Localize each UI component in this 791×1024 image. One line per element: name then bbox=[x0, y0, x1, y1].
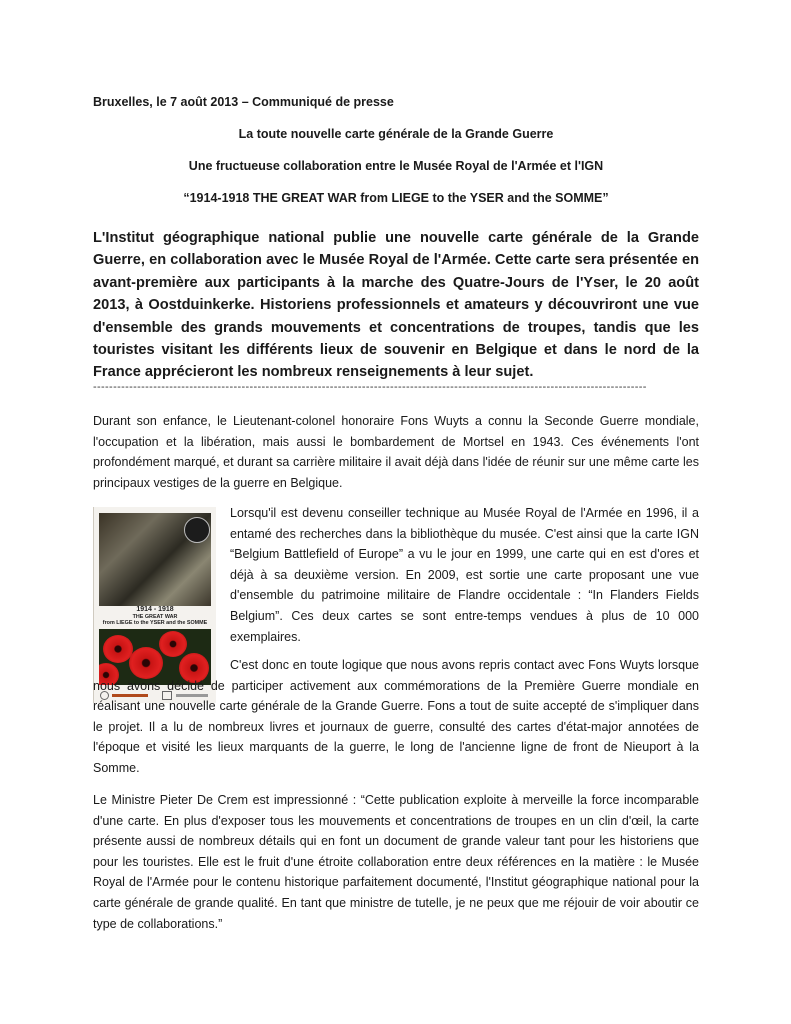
map-title-quote: “1914-1918 THE GREAT WAR from LIEGE to the YSER and the SOMME” bbox=[183, 191, 609, 205]
cover-title bbox=[94, 614, 216, 626]
cover-title-line-1: THE GREAT WAR bbox=[132, 614, 178, 620]
body-paragraph-2: Lorsqu'il est devenu conseiller technique au Musée Royal de l'Armée en 1996, il a entamé des recherches dans la bibliothèque du musée. C'est ainsi que la carte IGN “Belgium Battlefield of Europe” a vu le jour en 1999, une carte qui en est d'ores et déjà à sa deuxième version. En 2009, est sortie une carte proposant une vue d'ensemble du patrimoine militaire de Flandre occidentale : “In Flanders Fields Belgium”. Ces deux cartes se sont entre-temps vendues à plus de 10 000 exemplaires. bbox=[230, 506, 699, 644]
body-paragraph-4: Le Ministre Pieter De Crem est impressionné : “Cette publication exploite à merveille la force incomparable d'une carte. En plus d'exposer tous les mouvements et concentrations de troupes en un clin d'œil, la carte présente aussi de nombreux détails qui en font un document de grande valeur tant pour les historiens que pour les touristes. Elle est le fruit d'une étroite collaboration entre deux références en la matière : le Musée Royal de l'Armée pour le contenu historique parfaitement documenté, l'Institut géographique national pour la carte générale de grande qualité. En tant que ministre de tutelle, je ne peux que me réjouir de voir aboutir ce type de collaborations.” bbox=[93, 793, 699, 931]
lead-paragraph: L'Institut géographique national publie une nouvelle carte générale de la Grande Guerre, en collaboration avec le Musée Royal de l'Armée. Cette carte sera présentée en avant-première aux participants à la marche des Quatre-Jours de l'Yser, le 20 août 2013, à Oostduinkerke. Historiens professionnels et amateurs y découvriront une vue d'ensemble des grands mouvements et concentrations de troupes, tandis que les touristes visitant les différents lieux de souvenir en Belgique et dans le nord de la France apprécieront les nombreux renseignements à leur sujet. bbox=[93, 230, 699, 381]
separator-line: ------------------------------------------------------------------------------------------------------------------------------------------ bbox=[93, 381, 647, 393]
body-paragraph-1: Durant son enfance, le Lieutenant-colonel honoraire Fons Wuyts a connu la Seconde Guerre mondiale, l'occupation et la libération, mais aussi le bombardement de Mortsel en 1943. Ces événements l'ont profondément marqué, et durant sa carrière militaire il avait déjà dans l'idée de réunir sur une même carte les principaux vestiges de la guerre en Belgique. bbox=[93, 414, 699, 490]
cover-title-line-2: from LIEGE to the YSER and the SOMME bbox=[102, 620, 208, 627]
cover-badge-icon bbox=[184, 517, 210, 543]
release-title: La toute nouvelle carte générale de la Grande Guerre bbox=[238, 127, 554, 141]
dateline: Bruxelles, le 7 août 2013 – Communiqué de presse bbox=[93, 95, 394, 109]
cover-years: 1914 - 1918 bbox=[136, 606, 174, 613]
release-subtitle: Une fructueuse collaboration entre le Musée Royal de l'Armée et l'IGN bbox=[188, 159, 604, 173]
body-paragraph-3: C'est donc en toute logique que nous avons repris contact avec Fons Wuyts lorsque nous avons décidé de participer activement aux commémorations de la Première Guerre mondiale en réalisant une nouvelle carte générale de la Grande Guerre. Fons a tout de suite accepté de s'impliquer dans le projet. Il a lu de nombreux livres et journaux de guerre, consulté des cartes d'état-major annotées de l'époque et visité les lieux marquants de la guerre, le long de l'ancienne ligne de front de Nieuport à la Somme. bbox=[93, 658, 699, 775]
